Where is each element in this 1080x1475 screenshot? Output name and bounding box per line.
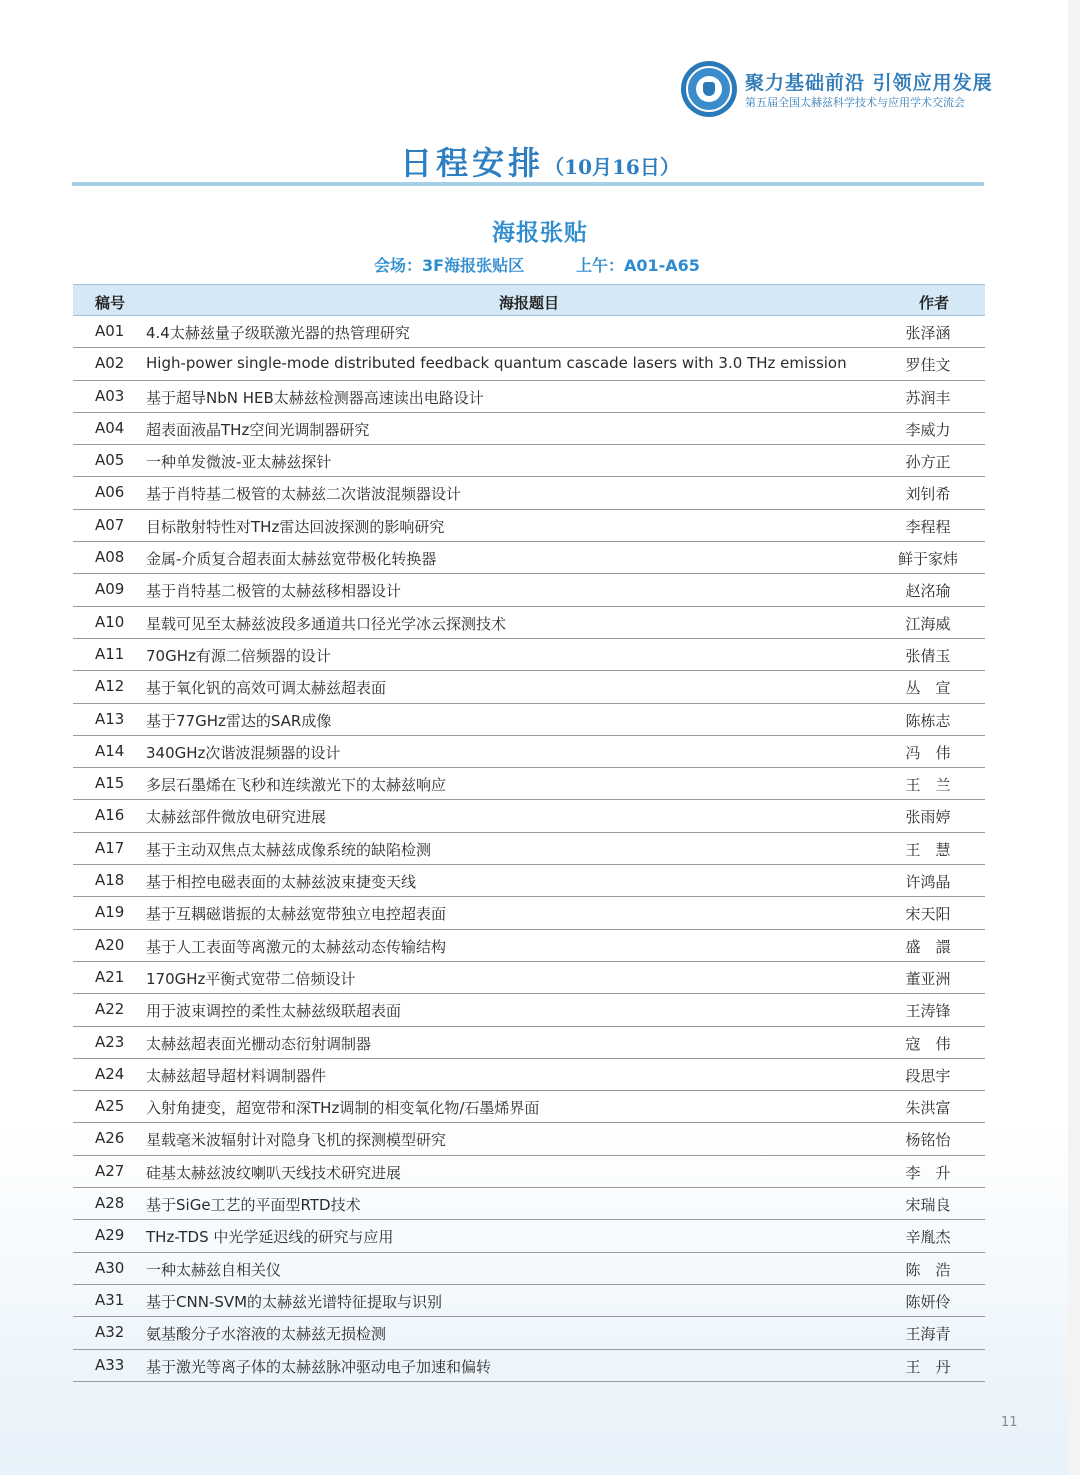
poster-author: 王 慧 <box>905 840 951 859</box>
poster-id: A03 <box>95 386 125 405</box>
poster-id: A28 <box>95 1194 125 1213</box>
poster-id: A20 <box>95 935 125 954</box>
conference-slogan: 聚力基础前沿 引领应用发展 <box>745 72 993 94</box>
poster-title: 4.4太赫兹量子级联激光器的热管理研究 <box>146 324 410 342</box>
poster-author: 杨铭怡 <box>905 1131 951 1150</box>
table-row <box>73 768 985 800</box>
table-row <box>73 1317 985 1349</box>
poster-id: A08 <box>95 548 125 567</box>
poster-title: 基于相控电磁表面的太赫兹波束捷变天线 <box>146 873 417 892</box>
table-row <box>73 1188 985 1220</box>
poster-title: 入射角捷变，超宽带和深THz调制的相变氧化物/石墨烯界面 <box>146 1099 540 1118</box>
poster-title: 硅基太赫兹波纹喇叭天线技术研究进展 <box>146 1163 402 1182</box>
poster-id: A10 <box>95 612 125 631</box>
poster-title: 340GHz次谐波混频器的设计 <box>146 743 341 762</box>
poster-author: 朱洪富 <box>905 1099 951 1118</box>
poster-title: 基于肖特基二极管的太赫兹二次谐波混频器设计 <box>146 485 462 504</box>
poster-author: 辛胤杰 <box>905 1228 951 1247</box>
table-body <box>73 316 985 1382</box>
poster-author: 李威力 <box>905 420 951 439</box>
poster-id: A02 <box>95 354 125 373</box>
poster-author: 盛 譞 <box>905 937 951 956</box>
table-row <box>73 897 985 929</box>
poster-title: 基于互耦磁谐振的太赫兹宽带独立电控超表面 <box>146 905 447 924</box>
poster-author: 董亚洲 <box>905 969 951 988</box>
poster-title: 基于超导NbN HEB太赫兹检测器高速读出电路设计 <box>146 388 484 407</box>
table-row <box>73 510 985 542</box>
section-venue: 会场：3F海报张贴区 <box>374 256 525 275</box>
poster-id: A16 <box>95 806 125 825</box>
poster-author: 鲜于家炜 <box>898 550 959 569</box>
poster-id: A27 <box>95 1161 125 1180</box>
poster-author: 陈 浩 <box>905 1260 951 1279</box>
poster-id: A17 <box>95 838 125 857</box>
poster-title: 金属-介质复合超表面太赫兹宽带极化转换器 <box>146 550 437 569</box>
poster-id: A22 <box>95 1000 125 1019</box>
poster-id: A04 <box>95 418 125 437</box>
poster-author: 李程程 <box>905 517 951 536</box>
table-row <box>73 477 985 509</box>
conference-name: 第五届全国太赫兹科学技术与应用学术交流会 <box>745 96 965 109</box>
poster-id: A24 <box>95 1064 125 1083</box>
poster-title: 基于激光等离子体的太赫兹脉冲驱动电子加速和偏转 <box>146 1357 492 1376</box>
table-row <box>73 704 985 736</box>
table-header <box>73 284 985 316</box>
poster-id: A23 <box>95 1032 125 1051</box>
poster-author: 宋瑞良 <box>905 1196 951 1215</box>
poster-author: 寇 伟 <box>905 1034 951 1053</box>
poster-author: 宋天阳 <box>905 905 951 924</box>
table-row <box>73 1059 985 1091</box>
poster-author: 张泽涵 <box>905 324 951 342</box>
poster-title: 氨基酸分子水溶液的太赫兹无损检测 <box>146 1325 387 1344</box>
poster-author: 刘钊希 <box>905 485 951 504</box>
poster-id: A21 <box>95 967 125 986</box>
column-header-author: 作者 <box>918 294 949 312</box>
table-row <box>73 800 985 832</box>
poster-title: THz-TDS 中光学延迟线的研究与应用 <box>146 1228 394 1247</box>
table-row <box>73 445 985 477</box>
section-session: 上午：A01-A65 <box>576 256 700 275</box>
table-row <box>73 1156 985 1188</box>
poster-author: 李 升 <box>905 1163 951 1182</box>
poster-id: A33 <box>95 1355 125 1374</box>
table-row <box>73 542 985 574</box>
poster-title: 70GHz有源二倍频器的设计 <box>146 646 331 665</box>
poster-author: 王海青 <box>905 1325 951 1344</box>
table-row <box>73 1285 985 1317</box>
poster-id: A14 <box>95 741 125 760</box>
poster-title: 星载毫米波辐射计对隐身飞机的探测模型研究 <box>146 1131 447 1150</box>
table-row <box>73 671 985 703</box>
table-row <box>73 1220 985 1252</box>
poster-title: 基于SiGe工艺的平面型RTD技术 <box>146 1196 361 1215</box>
table-row <box>73 865 985 897</box>
table-row <box>73 833 985 865</box>
poster-id: A06 <box>95 483 125 502</box>
poster-author: 赵洺瑜 <box>905 582 951 601</box>
table-row <box>73 639 985 671</box>
table-row <box>73 736 985 768</box>
poster-id: A18 <box>95 871 125 890</box>
page-title <box>0 138 1080 184</box>
poster-title: 用于波束调控的柔性太赫兹级联超表面 <box>146 1002 402 1021</box>
column-header-id: 稿号 <box>95 294 126 312</box>
poster-author: 张雨婷 <box>905 808 951 827</box>
poster-id: A29 <box>95 1226 125 1245</box>
poster-title: 基于主动双焦点太赫兹成像系统的缺陷检测 <box>146 840 432 859</box>
table-row <box>73 381 985 413</box>
poster-title: 基于肖特基二极管的太赫兹移相器设计 <box>146 582 402 601</box>
poster-author: 陈妍伶 <box>905 1292 951 1311</box>
poster-author: 张倩玉 <box>905 646 951 665</box>
poster-title: 超表面液晶THz空间光调制器研究 <box>146 420 370 439</box>
poster-title: 基于人工表面等离激元的太赫兹动态传输结构 <box>146 937 447 956</box>
poster-author: 冯 伟 <box>905 743 951 762</box>
page-title-date: （10月16日） <box>544 155 680 179</box>
poster-author: 孙方正 <box>905 453 951 472</box>
poster-title: 170GHz平衡式宽带二倍频设计 <box>146 969 356 988</box>
table-row <box>73 316 985 348</box>
poster-id: A26 <box>95 1129 125 1148</box>
table-row <box>73 413 985 445</box>
poster-title: 太赫兹超表面光栅动态衍射调制器 <box>146 1034 372 1053</box>
table-row <box>73 1091 985 1123</box>
poster-author: 罗佳文 <box>905 356 951 375</box>
page-number: 11 <box>1001 1415 1018 1430</box>
poster-author: 陈栋志 <box>905 711 951 730</box>
table-row <box>73 607 985 639</box>
poster-author: 江海威 <box>905 614 951 633</box>
poster-id: A07 <box>95 515 125 534</box>
poster-title: 基于CNN-SVM的太赫兹光谱特征提取与识别 <box>146 1292 443 1311</box>
poster-author: 王 兰 <box>905 776 951 795</box>
poster-author: 丛 宣 <box>905 679 951 698</box>
poster-author: 王 丹 <box>905 1357 951 1376</box>
poster-table <box>73 284 985 1382</box>
table-row <box>73 1253 985 1285</box>
section-title: 海报张贴 <box>492 220 588 246</box>
poster-id: A15 <box>95 774 125 793</box>
page-title-main: 日程安排 <box>400 144 545 182</box>
conference-logo <box>681 61 737 117</box>
poster-title: 一种太赫兹自相关仪 <box>146 1260 282 1279</box>
table-row <box>73 348 985 380</box>
table-row <box>73 994 985 1026</box>
poster-title: 星载可见至太赫兹波段多通道共口径光学冰云探测技术 <box>146 614 507 633</box>
poster-title: 太赫兹部件微放电研究进展 <box>146 808 327 827</box>
poster-title: 目标散射特性对THz雷达回波探测的影响研究 <box>146 517 445 536</box>
poster-title: 多层石墨烯在飞秒和连续激光下的太赫兹响应 <box>146 776 447 795</box>
table-row <box>73 1027 985 1059</box>
poster-id: A25 <box>95 1097 125 1116</box>
table-row <box>73 962 985 994</box>
title-divider <box>72 182 984 186</box>
poster-author: 王涛锋 <box>905 1002 951 1021</box>
poster-id: A32 <box>95 1323 125 1342</box>
poster-title: 一种单发微波-亚太赫兹探针 <box>146 453 332 472</box>
poster-id: A05 <box>95 451 125 470</box>
poster-title: 太赫兹超导超材料调制器件 <box>146 1066 327 1085</box>
poster-title: 基于77GHz雷达的SAR成像 <box>146 711 332 730</box>
poster-title: High-power single-mode distributed feedback quantum cascade lasers with 3.0 THz emission <box>146 354 847 373</box>
poster-author: 苏润丰 <box>905 388 951 407</box>
poster-id: A13 <box>95 709 125 728</box>
poster-id: A31 <box>95 1290 125 1309</box>
poster-id: A11 <box>95 644 125 663</box>
table-row <box>73 930 985 962</box>
logo-emblem <box>696 76 722 102</box>
poster-title: 基于氧化钒的高效可调太赫兹超表面 <box>146 679 387 698</box>
poster-author: 段思宇 <box>905 1066 951 1085</box>
poster-id: A19 <box>95 903 125 922</box>
poster-id: A30 <box>95 1258 125 1277</box>
table-row <box>73 574 985 606</box>
table-row <box>73 1123 985 1155</box>
logo-ring <box>686 66 732 112</box>
poster-id: A01 <box>95 322 125 340</box>
poster-author: 许鸿晶 <box>905 873 951 892</box>
table-row <box>73 1350 985 1382</box>
poster-id: A09 <box>95 580 125 599</box>
column-header-title: 海报题目 <box>498 294 559 312</box>
poster-id: A12 <box>95 677 125 696</box>
